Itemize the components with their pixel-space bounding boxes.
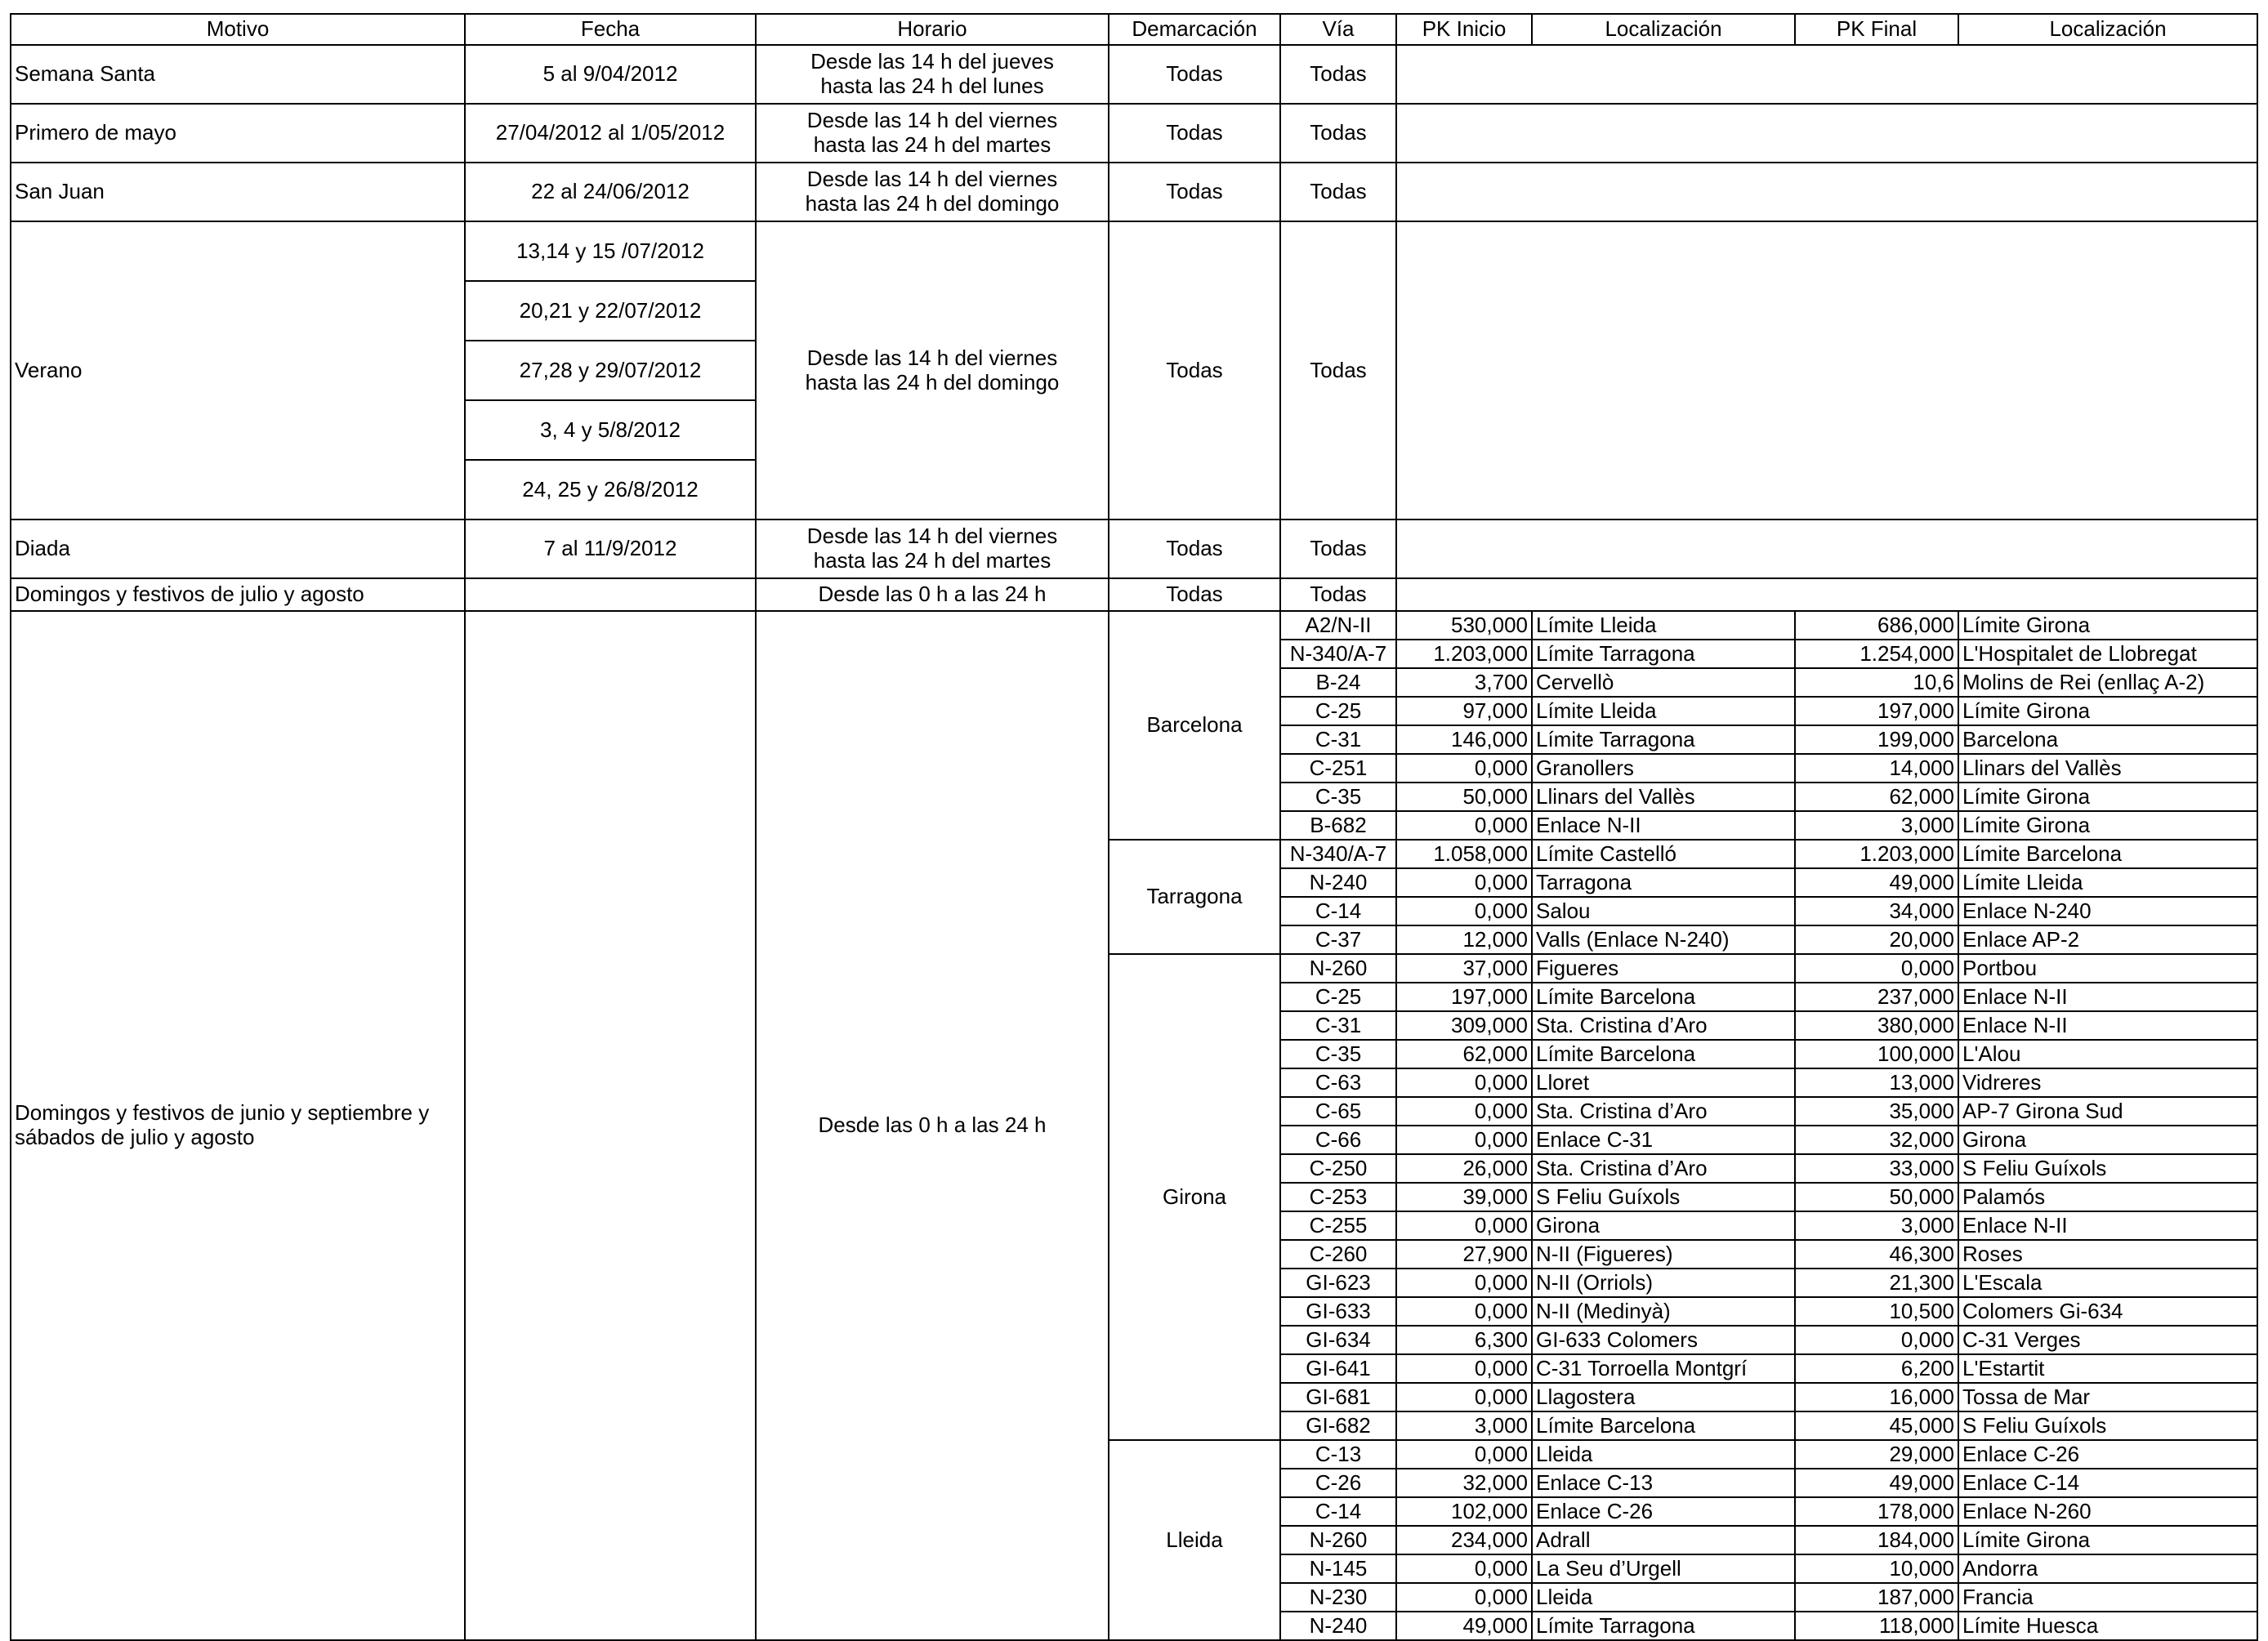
pk-inicio-cell: 0,000 (1396, 1269, 1532, 1297)
horario-line: Desde las 14 h del viernes (806, 108, 1058, 133)
horario-cell (756, 520, 1109, 578)
empty-cell (1396, 163, 2257, 221)
column-header: PK Final (1795, 14, 1958, 45)
via-cell: GI-641 (1280, 1354, 1396, 1383)
localizacion-inicio-cell: Adrall (1532, 1526, 1795, 1554)
via-cell: C-25 (1280, 983, 1396, 1011)
pk-inicio-cell: 0,000 (1396, 811, 1532, 840)
empty-cell (1396, 45, 2257, 104)
localizacion-inicio-cell: Límite Tarragona (1532, 640, 1795, 668)
via-cell: N-240 (1280, 1612, 1396, 1640)
localizacion-inicio-cell: Límite Barcelona (1532, 1411, 1795, 1440)
localizacion-inicio-cell: Salou (1532, 897, 1795, 925)
via-cell: C-260 (1280, 1240, 1396, 1269)
localizacion-final-cell: L'Alou (1958, 1040, 2257, 1068)
localizacion-final-cell: Límite Huesca (1958, 1612, 2257, 1640)
demarcacion-cell: Girona (1109, 954, 1280, 1440)
via-cell: GI-681 (1280, 1383, 1396, 1411)
via-cell: C-31 (1280, 725, 1396, 754)
horario-cell (756, 104, 1109, 163)
pk-final-cell: 686,000 (1795, 611, 1958, 640)
localizacion-final-cell: L'Estartit (1958, 1354, 2257, 1383)
localizacion-final-cell: Enlace N-II (1958, 1211, 2257, 1240)
localizacion-inicio-cell: La Seu d’Urgell (1532, 1554, 1795, 1583)
pk-inicio-cell: 39,000 (1396, 1183, 1532, 1211)
pk-final-cell: 32,000 (1795, 1126, 1958, 1154)
localizacion-inicio-cell: S Feliu Guíxols (1532, 1183, 1795, 1211)
localizacion-inicio-cell: GI-633 Colomers (1532, 1326, 1795, 1354)
localizacion-final-cell: Límite Girona (1958, 611, 2257, 640)
localizacion-inicio-cell: Lloret (1532, 1068, 1795, 1097)
motivo-cell (11, 611, 465, 1640)
localizacion-final-cell: Andorra (1958, 1554, 2257, 1583)
column-header: Vía (1280, 14, 1396, 45)
table-row (11, 221, 2257, 281)
localizacion-inicio-cell: Límite Lleida (1532, 611, 1795, 640)
motivo-cell: San Juan (11, 163, 465, 221)
column-header: Motivo (11, 14, 465, 45)
localizacion-final-cell: Límite Girona (1958, 1526, 2257, 1554)
localizacion-inicio-cell: Lleida (1532, 1440, 1795, 1469)
pk-inicio-cell: 50,000 (1396, 783, 1532, 811)
pk-final-cell: 46,300 (1795, 1240, 1958, 1269)
pk-final-cell: 0,000 (1795, 1326, 1958, 1354)
via-cell: C-25 (1280, 697, 1396, 725)
pk-inicio-cell: 146,000 (1396, 725, 1532, 754)
horario-cell (756, 221, 1109, 520)
pk-final-cell: 49,000 (1795, 1469, 1958, 1497)
pk-inicio-cell: 12,000 (1396, 925, 1532, 954)
empty-cell (1396, 520, 2257, 578)
localizacion-inicio-cell: Valls (Enlace N-240) (1532, 925, 1795, 954)
localizacion-final-cell: Límite Girona (1958, 783, 2257, 811)
pk-inicio-cell: 0,000 (1396, 1211, 1532, 1240)
pk-inicio-cell: 3,700 (1396, 668, 1532, 697)
column-header: Horario (756, 14, 1109, 45)
restrictions-table (10, 13, 2258, 1641)
horario-cell: Desde las 0 h a las 24 h (756, 578, 1109, 611)
localizacion-final-cell: AP-7 Girona Sud (1958, 1097, 2257, 1126)
localizacion-final-cell: C-31 Verges (1958, 1326, 2257, 1354)
via-cell: C-26 (1280, 1469, 1396, 1497)
pk-inicio-cell: 6,300 (1396, 1326, 1532, 1354)
pk-final-cell: 49,000 (1795, 868, 1958, 897)
localizacion-inicio-cell: Granollers (1532, 754, 1795, 783)
motivo-line: Domingos y festivos de junio y septiembre y (15, 1100, 430, 1126)
pk-final-cell: 118,000 (1795, 1612, 1958, 1640)
localizacion-final-cell: Colomers Gi-634 (1958, 1297, 2257, 1326)
table-row (11, 45, 2257, 104)
pk-inicio-cell: 0,000 (1396, 1383, 1532, 1411)
pk-final-cell: 380,000 (1795, 1011, 1958, 1040)
localizacion-final-cell: Límite Girona (1958, 697, 2257, 725)
column-header: Demarcación (1109, 14, 1280, 45)
pk-final-cell: 10,000 (1795, 1554, 1958, 1583)
horario-line: hasta las 24 h del martes (813, 132, 1051, 157)
via-cell: N-260 (1280, 954, 1396, 983)
via-cell: C-66 (1280, 1126, 1396, 1154)
pk-inicio-cell: 0,000 (1396, 868, 1532, 897)
pk-inicio-cell: 26,000 (1396, 1154, 1532, 1183)
horario-cell: Desde las 0 h a las 24 h (756, 611, 1109, 1640)
localizacion-inicio-cell: N-II (Figueres) (1532, 1240, 1795, 1269)
via-cell: B-24 (1280, 668, 1396, 697)
localizacion-final-cell: Límite Girona (1958, 811, 2257, 840)
horario-line: Desde las 14 h del jueves (810, 49, 1054, 74)
localizacion-inicio-cell: Sta. Cristina d’Aro (1532, 1011, 1795, 1040)
horario-line: hasta las 24 h del martes (813, 548, 1051, 573)
pk-inicio-cell: 62,000 (1396, 1040, 1532, 1068)
localizacion-final-cell: Tossa de Mar (1958, 1383, 2257, 1411)
fecha-cell: 13,14 y 15 /07/2012 (465, 221, 756, 281)
localizacion-inicio-cell: Enlace C-31 (1532, 1126, 1795, 1154)
empty-cell (1396, 578, 2257, 611)
pk-inicio-cell: 0,000 (1396, 1440, 1532, 1469)
localizacion-inicio-cell: Límite Barcelona (1532, 1040, 1795, 1068)
localizacion-inicio-cell: Tarragona (1532, 868, 1795, 897)
localizacion-final-cell: L'Hospitalet de Llobregat (1958, 640, 2257, 668)
localizacion-inicio-cell: Enlace C-13 (1532, 1469, 1795, 1497)
pk-final-cell: 1.203,000 (1795, 840, 1958, 868)
via-cell: C-37 (1280, 925, 1396, 954)
via-cell: Todas (1280, 520, 1396, 578)
demarcacion-cell: Todas (1109, 520, 1280, 578)
localizacion-inicio-cell: C-31 Torroella Montgrí (1532, 1354, 1795, 1383)
localizacion-final-cell: Enlace N-II (1958, 983, 2257, 1011)
pk-final-cell: 6,200 (1795, 1354, 1958, 1383)
localizacion-inicio-cell: Girona (1532, 1211, 1795, 1240)
horario-line: Desde las 14 h del viernes (806, 345, 1058, 370)
horario-cell (756, 163, 1109, 221)
localizacion-final-cell: Francia (1958, 1583, 2257, 1612)
demarcacion-cell: Todas (1109, 221, 1280, 520)
via-cell: N-260 (1280, 1526, 1396, 1554)
via-cell: B-682 (1280, 811, 1396, 840)
pk-final-cell: 10,500 (1795, 1297, 1958, 1326)
pk-final-cell: 100,000 (1795, 1040, 1958, 1068)
localizacion-final-cell: Límite Lleida (1958, 868, 2257, 897)
via-cell: C-253 (1280, 1183, 1396, 1211)
table-row (11, 163, 2257, 221)
localizacion-inicio-cell: Figueres (1532, 954, 1795, 983)
localizacion-final-cell: Límite Barcelona (1958, 840, 2257, 868)
pk-final-cell: 34,000 (1795, 897, 1958, 925)
pk-inicio-cell: 0,000 (1396, 897, 1532, 925)
pk-inicio-cell: 0,000 (1396, 754, 1532, 783)
empty-cell (1396, 104, 2257, 163)
localizacion-final-cell: Enlace C-26 (1958, 1440, 2257, 1469)
localizacion-final-cell: S Feliu Guíxols (1958, 1154, 2257, 1183)
pk-inicio-cell: 0,000 (1396, 1126, 1532, 1154)
demarcacion-cell: Lleida (1109, 1440, 1280, 1640)
table-row (11, 578, 2257, 611)
via-cell: N-340/A-7 (1280, 640, 1396, 668)
empty-cell (1396, 221, 2257, 520)
pk-final-cell: 62,000 (1795, 783, 1958, 811)
via-cell: Todas (1280, 163, 1396, 221)
fecha-cell: 20,21 y 22/07/2012 (465, 281, 756, 341)
localizacion-inicio-cell: Límite Barcelona (1532, 983, 1795, 1011)
motivo-cell: Primero de mayo (11, 104, 465, 163)
column-header: Localización (1958, 14, 2257, 45)
pk-final-cell: 0,000 (1795, 954, 1958, 983)
localizacion-inicio-cell: Sta. Cristina d’Aro (1532, 1097, 1795, 1126)
pk-inicio-cell: 0,000 (1396, 1583, 1532, 1612)
pk-inicio-cell: 309,000 (1396, 1011, 1532, 1040)
pk-inicio-cell: 0,000 (1396, 1354, 1532, 1383)
via-cell: N-340/A-7 (1280, 840, 1396, 868)
table-row (11, 520, 2257, 578)
pk-final-cell: 33,000 (1795, 1154, 1958, 1183)
pk-final-cell: 178,000 (1795, 1497, 1958, 1526)
localizacion-inicio-cell: Llagostera (1532, 1383, 1795, 1411)
via-cell: GI-682 (1280, 1411, 1396, 1440)
fecha-cell: 24, 25 y 26/8/2012 (465, 460, 756, 520)
localizacion-final-cell: Enlace N-260 (1958, 1497, 2257, 1526)
table-body (11, 45, 2257, 1640)
demarcacion-cell: Tarragona (1109, 840, 1280, 954)
road-row (11, 611, 2257, 640)
localizacion-inicio-cell: Límite Tarragona (1532, 725, 1795, 754)
via-cell: N-240 (1280, 868, 1396, 897)
via-cell: A2/N-II (1280, 611, 1396, 640)
demarcacion-cell: Todas (1109, 104, 1280, 163)
localizacion-final-cell: Enlace N-II (1958, 1011, 2257, 1040)
table-row (11, 104, 2257, 163)
pk-final-cell: 29,000 (1795, 1440, 1958, 1469)
via-cell: C-14 (1280, 1497, 1396, 1526)
via-cell: C-250 (1280, 1154, 1396, 1183)
fecha-cell (465, 611, 756, 1640)
via-cell: GI-633 (1280, 1297, 1396, 1326)
pk-final-cell: 199,000 (1795, 725, 1958, 754)
motivo-cell: Diada (11, 520, 465, 578)
via-cell: GI-634 (1280, 1326, 1396, 1354)
pk-final-cell: 197,000 (1795, 697, 1958, 725)
pk-inicio-cell: 530,000 (1396, 611, 1532, 640)
horario-cell (756, 45, 1109, 104)
horario-line: hasta las 24 h del domingo (805, 369, 1060, 395)
via-cell: C-251 (1280, 754, 1396, 783)
column-header: Fecha (465, 14, 756, 45)
column-header: PK Inicio (1396, 14, 1532, 45)
localizacion-inicio-cell: Llinars del Vallès (1532, 783, 1795, 811)
horario-line: Desde las 14 h del viernes (806, 524, 1058, 549)
localizacion-inicio-cell: Enlace C-26 (1532, 1497, 1795, 1526)
pk-final-cell: 45,000 (1795, 1411, 1958, 1440)
pk-final-cell: 20,000 (1795, 925, 1958, 954)
header-row (11, 14, 2257, 45)
pk-final-cell: 16,000 (1795, 1383, 1958, 1411)
horario-line: hasta las 24 h del domingo (805, 191, 1060, 216)
localizacion-final-cell: Girona (1958, 1126, 2257, 1154)
motivo-cell: Domingos y festivos de julio y agosto (11, 578, 465, 611)
localizacion-inicio-cell: N-II (Medinyà) (1532, 1297, 1795, 1326)
via-cell: Todas (1280, 578, 1396, 611)
pk-inicio-cell: 49,000 (1396, 1612, 1532, 1640)
pk-inicio-cell: 3,000 (1396, 1411, 1532, 1440)
pk-inicio-cell: 97,000 (1396, 697, 1532, 725)
pk-inicio-cell: 197,000 (1396, 983, 1532, 1011)
pk-inicio-cell: 37,000 (1396, 954, 1532, 983)
via-cell: C-35 (1280, 1040, 1396, 1068)
demarcacion-cell: Todas (1109, 45, 1280, 104)
pk-inicio-cell: 234,000 (1396, 1526, 1532, 1554)
pk-final-cell: 21,300 (1795, 1269, 1958, 1297)
pk-inicio-cell: 1.203,000 (1396, 640, 1532, 668)
via-cell: C-63 (1280, 1068, 1396, 1097)
column-header: Localización (1532, 14, 1795, 45)
via-cell: N-145 (1280, 1554, 1396, 1583)
pk-inicio-cell: 1.058,000 (1396, 840, 1532, 868)
via-cell: Todas (1280, 221, 1396, 520)
via-cell: N-230 (1280, 1583, 1396, 1612)
localizacion-final-cell: Roses (1958, 1240, 2257, 1269)
via-cell: C-35 (1280, 783, 1396, 811)
pk-inicio-cell: 0,000 (1396, 1297, 1532, 1326)
pk-inicio-cell: 32,000 (1396, 1469, 1532, 1497)
via-cell: C-31 (1280, 1011, 1396, 1040)
localizacion-inicio-cell: Sta. Cristina d’Aro (1532, 1154, 1795, 1183)
localizacion-final-cell: Vidreres (1958, 1068, 2257, 1097)
localizacion-inicio-cell: Límite Lleida (1532, 697, 1795, 725)
localizacion-inicio-cell: N-II (Orriols) (1532, 1269, 1795, 1297)
via-cell: C-13 (1280, 1440, 1396, 1469)
pk-inicio-cell: 27,900 (1396, 1240, 1532, 1269)
via-cell: Todas (1280, 45, 1396, 104)
fecha-cell: 7 al 11/9/2012 (465, 520, 756, 578)
localizacion-final-cell: Llinars del Vallès (1958, 754, 2257, 783)
fecha-cell (465, 578, 756, 611)
fecha-cell: 5 al 9/04/2012 (465, 45, 756, 104)
localizacion-final-cell: S Feliu Guíxols (1958, 1411, 2257, 1440)
localizacion-final-cell: Palamós (1958, 1183, 2257, 1211)
localizacion-final-cell: Enlace N-240 (1958, 897, 2257, 925)
localizacion-inicio-cell: Enlace N-II (1532, 811, 1795, 840)
pk-final-cell: 50,000 (1795, 1183, 1958, 1211)
motivo-cell: Verano (11, 221, 465, 520)
localizacion-inicio-cell: Límite Tarragona (1532, 1612, 1795, 1640)
pk-final-cell: 3,000 (1795, 1211, 1958, 1240)
fecha-cell: 22 al 24/06/2012 (465, 163, 756, 221)
via-cell: C-14 (1280, 897, 1396, 925)
pk-final-cell: 3,000 (1795, 811, 1958, 840)
pk-final-cell: 14,000 (1795, 754, 1958, 783)
fecha-cell: 3, 4 y 5/8/2012 (465, 400, 756, 460)
localizacion-final-cell: Molins de Rei (enllaç A-2) (1958, 668, 2257, 697)
motivo-line: sábados de julio y agosto (15, 1125, 255, 1149)
via-cell: C-255 (1280, 1211, 1396, 1240)
localizacion-final-cell: Barcelona (1958, 725, 2257, 754)
motivo-cell: Semana Santa (11, 45, 465, 104)
fecha-cell: 27/04/2012 al 1/05/2012 (465, 104, 756, 163)
localizacion-inicio-cell: Límite Castelló (1532, 840, 1795, 868)
localizacion-inicio-cell: Lleida (1532, 1583, 1795, 1612)
via-cell: Todas (1280, 104, 1396, 163)
pk-final-cell: 13,000 (1795, 1068, 1958, 1097)
pk-final-cell: 1.254,000 (1795, 640, 1958, 668)
demarcacion-cell: Todas (1109, 578, 1280, 611)
pk-inicio-cell: 0,000 (1396, 1097, 1532, 1126)
fecha-cell: 27,28 y 29/07/2012 (465, 341, 756, 400)
pk-inicio-cell: 102,000 (1396, 1497, 1532, 1526)
pk-final-cell: 184,000 (1795, 1526, 1958, 1554)
localizacion-final-cell: L'Escala (1958, 1269, 2257, 1297)
localizacion-final-cell: Enlace C-14 (1958, 1469, 2257, 1497)
pk-final-cell: 237,000 (1795, 983, 1958, 1011)
localizacion-inicio-cell: Cervellò (1532, 668, 1795, 697)
demarcacion-cell: Todas (1109, 163, 1280, 221)
via-cell: C-65 (1280, 1097, 1396, 1126)
pk-final-cell: 187,000 (1795, 1583, 1958, 1612)
via-cell: GI-623 (1280, 1269, 1396, 1297)
localizacion-final-cell: Enlace AP-2 (1958, 925, 2257, 954)
horario-line: Desde las 14 h del viernes (806, 167, 1058, 192)
pk-final-cell: 10,6 (1795, 668, 1958, 697)
pk-inicio-cell: 0,000 (1396, 1068, 1532, 1097)
pk-inicio-cell: 0,000 (1396, 1554, 1532, 1583)
localizacion-final-cell: Portbou (1958, 954, 2257, 983)
demarcacion-cell: Barcelona (1109, 611, 1280, 840)
pk-final-cell: 35,000 (1795, 1097, 1958, 1126)
horario-line: hasta las 24 h del lunes (820, 74, 1044, 98)
